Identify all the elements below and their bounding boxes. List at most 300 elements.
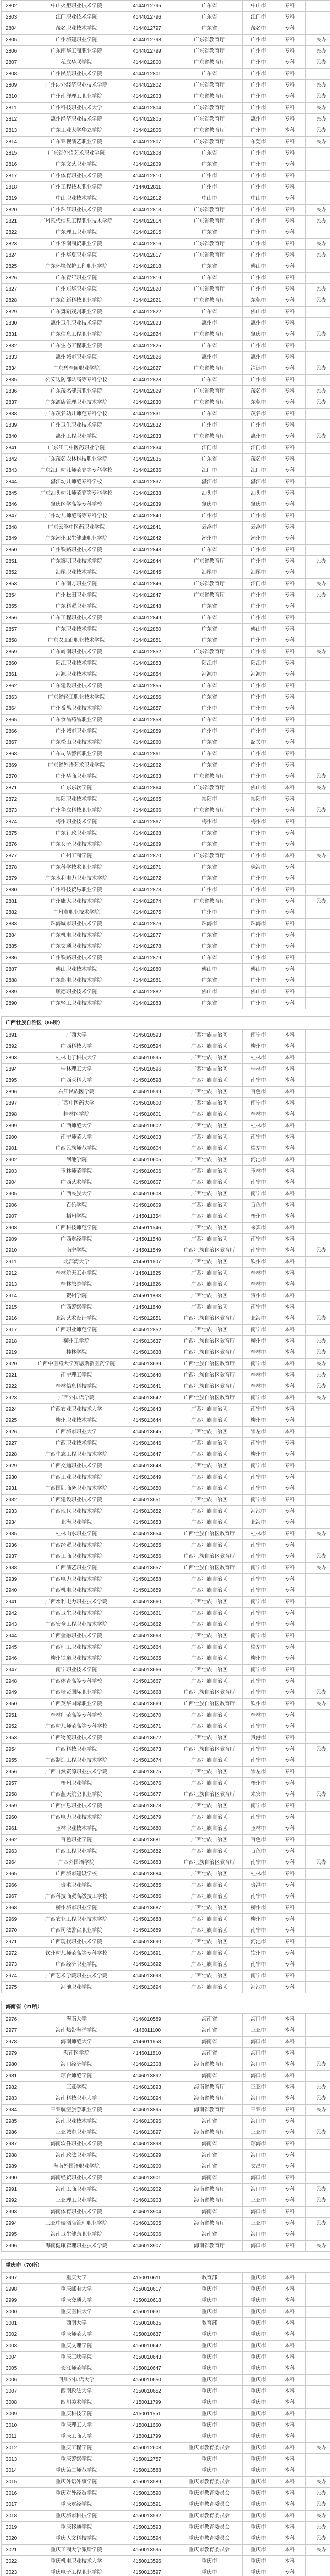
table-row (2, 2207, 330, 2218)
authority: 揭阳市 (176, 794, 243, 805)
remark (306, 2139, 330, 2150)
school-code: 4144012825 (118, 341, 176, 352)
row-number: 2860 (2, 658, 35, 669)
school-code: 4144012836 (118, 465, 176, 477)
table-row (2, 1812, 330, 1823)
school-name: 广东茂名健康职业学院 (35, 386, 118, 397)
row-number: 3018 (2, 2511, 35, 2522)
school-name: 揭阳职业技术学院 (35, 794, 118, 805)
level: 专科 (274, 964, 306, 975)
authority: 海南省教育厅 (176, 2241, 243, 2252)
city: 佛山市 (243, 964, 274, 975)
level: 专科 (274, 159, 306, 171)
city: 广州市 (243, 930, 274, 941)
authority: 广西壮族自治区 (176, 1177, 243, 1189)
city: 南宁市 (243, 1755, 274, 1767)
authority: 广东省 (176, 941, 243, 953)
authority: 云浮市 (176, 522, 243, 533)
authority: 广西壮族自治区 (176, 1132, 243, 1143)
school-code: 4144012826 (118, 352, 176, 363)
school-name: 广东省轻工职业技术学院 (35, 692, 118, 703)
school-code: 4145011838 (118, 1291, 176, 1302)
school-code: 4146013906 (118, 2229, 176, 2241)
school-code: 4144012811 (118, 182, 176, 193)
row-number: 2880 (2, 885, 35, 896)
row-number: 3000 (2, 2307, 35, 2318)
authority: 广西壮族自治区 (176, 1041, 243, 1053)
row-number: 2823 (2, 239, 35, 250)
level: 本科 (274, 2375, 306, 2386)
school-name: 钦州幼儿师范高等专科学校 (35, 1948, 118, 1959)
remark (306, 2341, 330, 2352)
row-number: 2808 (2, 69, 35, 80)
school-name: 广西自然资源职业技术学院 (35, 1767, 118, 1778)
authority: 广东省 (176, 148, 243, 159)
remark (306, 1075, 330, 1087)
row-number: 2829 (2, 307, 35, 318)
table-row (2, 2127, 330, 2139)
level: 专科 (274, 873, 306, 885)
school-code: 4150013591 (118, 2499, 176, 2511)
school-code: 4150010631 (118, 2307, 176, 2318)
table-row (2, 1370, 330, 1381)
authority: 重庆市教育委员会 (176, 2488, 243, 2499)
row-number: 3002 (2, 2329, 35, 2341)
table-row (2, 375, 330, 386)
level: 专科 (274, 1529, 306, 1540)
remark (306, 2465, 330, 2477)
school-name: 佛山职业技术学院 (35, 964, 118, 975)
city: 南宁市 (243, 1483, 274, 1495)
school-name: 广西幼儿师范高等专科学校 (35, 1721, 118, 1733)
row-number: 2838 (2, 409, 35, 420)
level: 本科 (274, 2545, 306, 2556)
level: 专科 (274, 216, 306, 227)
school-code: 4144012872 (118, 873, 176, 885)
school-code: 4145013691 (118, 1948, 176, 1959)
table-row (2, 1506, 330, 1517)
authority: 广东省 (176, 227, 243, 239)
level: 专科 (274, 703, 306, 715)
school-name: 广州东华职业学院 (35, 284, 118, 295)
authority: 广西壮族自治区 (176, 1143, 243, 1155)
school-name: 中山火炬职业技术学院 (35, 1, 118, 12)
remark (306, 669, 330, 681)
city: 广州市 (243, 148, 274, 159)
school-code: 4144012838 (118, 488, 176, 499)
school-name: 百色职业学院 (35, 1835, 118, 1846)
school-name: 广西英华国际职业学院 (35, 1699, 118, 1710)
level: 本科 (274, 2284, 306, 2295)
remark: 民办 (306, 783, 330, 794)
authority: 海南省 (176, 2116, 243, 2127)
school-name: 河源职业技术学院 (35, 669, 118, 681)
city: 崇左市 (243, 1642, 274, 1653)
city: 广州市 (243, 590, 274, 601)
remark (306, 522, 330, 533)
remark (306, 998, 330, 1009)
city: 海口市 (243, 2116, 274, 2127)
remark (306, 613, 330, 624)
row-number: 2889 (2, 987, 35, 998)
table-row (2, 1767, 330, 1778)
authority: 广东省教育厅 (176, 205, 243, 216)
level: 专科 (274, 318, 306, 329)
school-name: 广西民族师范学院 (35, 1143, 118, 1155)
row-number: 2981 (2, 2071, 35, 2082)
city: 南宁市 (243, 1585, 274, 1597)
authority: 广东省 (176, 12, 243, 23)
city: 桂林市 (243, 1268, 274, 1279)
level: 专科 (274, 1937, 306, 1948)
level: 专科 (274, 1, 306, 12)
school-code: 4145010603 (118, 1132, 176, 1143)
city: 广州市 (243, 182, 274, 193)
school-name: 广西财经学院 (35, 1234, 118, 1245)
school-code: 4145012852 (118, 1325, 176, 1336)
row-number: 3019 (2, 2522, 35, 2533)
school-name: 广西民族大学 (35, 1189, 118, 1200)
row-number: 2959 (2, 1801, 35, 1812)
authority: 广西壮族自治区 (176, 1483, 243, 1495)
city: 桂林市 (243, 1529, 274, 1540)
level: 专科 (274, 511, 306, 522)
table-row (2, 715, 330, 726)
city: 海口市 (243, 2059, 274, 2071)
table-row (2, 148, 330, 159)
level: 专科 (274, 669, 306, 681)
city: 广州市 (243, 205, 274, 216)
row-number: 2810 (2, 91, 35, 103)
authority: 重庆市 (176, 2567, 243, 2576)
table-row (2, 2082, 330, 2093)
table-row (2, 46, 330, 57)
school-code: 4145013670 (118, 1710, 176, 1721)
remark (306, 1415, 330, 1427)
school-name: 海南大学 (35, 2014, 118, 2025)
city: 广州市 (243, 556, 274, 567)
school-code: 4146013899 (118, 2150, 176, 2161)
authority: 广州市 (176, 703, 243, 715)
authority: 教育部 (176, 2273, 243, 2284)
row-number: 2936 (2, 1540, 35, 1551)
remark: 民办 (306, 114, 330, 125)
authority: 广西壮族自治区教育厅 (176, 1393, 243, 1404)
row-number: 2807 (2, 57, 35, 69)
school-code: 4144012870 (118, 851, 176, 862)
row-number: 2982 (2, 2082, 35, 2093)
remark (306, 1291, 330, 1302)
level: 本科 (274, 2363, 306, 2375)
school-code: 4145013693 (118, 1971, 176, 1982)
table-row (2, 1041, 330, 1053)
row-number: 2935 (2, 1529, 35, 1540)
level: 专科 (274, 1540, 306, 1551)
level: 本科 (274, 1336, 306, 1347)
remark: 民办 (306, 1699, 330, 1710)
table-row (2, 1959, 330, 1971)
city: 南宁市 (243, 1665, 274, 1676)
school-name: 广州番禺职业技术学院 (35, 703, 118, 715)
table-row (2, 919, 330, 930)
row-number: 2921 (2, 1370, 35, 1381)
authority: 河源市 (176, 669, 243, 681)
row-number: 2805 (2, 35, 35, 46)
remark: 民办 (306, 2443, 330, 2454)
table-row (2, 1925, 330, 1937)
level: 专科 (274, 397, 306, 409)
authority: 广西壮族自治区 (176, 1325, 243, 1336)
level: 本科 (274, 1404, 306, 1415)
city: 柳州市 (243, 1449, 274, 1461)
city: 佛山市 (243, 783, 274, 794)
row-number: 3005 (2, 2363, 35, 2375)
school-name: 广东省外语艺术职业学院 (35, 148, 118, 159)
row-number: 2877 (2, 851, 35, 862)
level: 本科 (274, 2465, 306, 2477)
remark (306, 1087, 330, 1098)
level: 专科 (274, 658, 306, 669)
level: 本科 (274, 1132, 306, 1143)
authority: 广西壮族自治区教育厅 (176, 1687, 243, 1699)
row-number: 2904 (2, 1177, 35, 1189)
school-code: 4144012814 (118, 216, 176, 227)
level: 专科 (274, 454, 306, 465)
school-code: 4144012835 (118, 454, 176, 465)
remark (306, 182, 330, 193)
city: 柳州市 (243, 1041, 274, 1053)
remark (306, 1835, 330, 1846)
city: 江门市 (243, 579, 274, 590)
remark (306, 1053, 330, 1064)
city: 南宁市 (243, 1540, 274, 1551)
authority: 广东省 (176, 409, 243, 420)
school-code: 4144012812 (118, 193, 176, 205)
authority: 广东省教育厅 (176, 80, 243, 91)
table-row (2, 284, 330, 295)
school-code: 4145013654 (118, 1529, 176, 1540)
table-row (2, 2431, 330, 2443)
table-row (2, 159, 330, 171)
table-row (2, 953, 330, 964)
school-name: 桂林学院 (35, 1347, 118, 1359)
level: 本科 (274, 2477, 306, 2488)
authority: 重庆市 (176, 2420, 243, 2431)
row-number: 2894 (2, 1064, 35, 1075)
school-name: 广东建设职业技术学院 (35, 681, 118, 692)
city: 桂林市 (243, 1370, 274, 1381)
table-row (2, 1971, 330, 1982)
row-number: 2827 (2, 284, 35, 295)
school-code: 4150010650 (118, 2375, 176, 2386)
row-number: 2971 (2, 1937, 35, 1948)
authority: 广西壮族自治区 (176, 1665, 243, 1676)
level: 专科 (274, 2127, 306, 2139)
school-code: 4145013689 (118, 1925, 176, 1937)
table-row (2, 57, 330, 69)
table-row (2, 1801, 330, 1812)
city: 广州市 (243, 726, 274, 737)
authority: 广西壮族自治区 (176, 1631, 243, 1642)
table-row (2, 941, 330, 953)
city: 南宁市 (243, 1721, 274, 1733)
row-number: 3011 (2, 2431, 35, 2443)
school-code: 4145011825 (118, 1268, 176, 1279)
row-number: 2974 (2, 1971, 35, 1982)
school-name: 广东科贸职业学院 (35, 601, 118, 613)
authority: 广东省 (176, 545, 243, 556)
remark (306, 69, 330, 80)
level: 专科 (274, 2241, 306, 2252)
school-name: 广州城市职业学院 (35, 726, 118, 737)
table-row (2, 1517, 330, 1529)
authority: 广东省 (176, 760, 243, 771)
school-name: 四川外国语大学 (35, 2375, 118, 2386)
school-name: 广东生态工程职业学院 (35, 341, 118, 352)
remark (306, 1823, 330, 1835)
level: 专科 (274, 556, 306, 567)
school-code: 4145010593 (118, 1030, 176, 1041)
level: 专科 (274, 137, 306, 148)
school-code: 4145010596 (118, 1064, 176, 1075)
authority: 广西壮族自治区教育厅 (176, 1347, 243, 1359)
school-name: 海南健康管理职业技术学院 (35, 2241, 118, 2252)
row-number: 2803 (2, 12, 35, 23)
row-number: 2999 (2, 2295, 35, 2307)
table-row (2, 1721, 330, 1733)
school-name: 广西建设职业技术学院 (35, 1495, 118, 1506)
level: 专科 (274, 1574, 306, 1585)
row-number: 2917 (2, 1325, 35, 1336)
row-number: 2995 (2, 2229, 35, 2241)
row-number: 2872 (2, 794, 35, 805)
city: 南宁市 (243, 1608, 274, 1619)
row-number: 2963 (2, 1846, 35, 1857)
authority: 重庆市教育委员会 (176, 2443, 243, 2454)
level: 专科 (274, 409, 306, 420)
level: 专科 (274, 862, 306, 873)
authority: 广东省教育厅 (176, 556, 243, 567)
level: 专科 (274, 987, 306, 998)
city: 南宁市 (243, 1472, 274, 1483)
school-code: 4145010602 (118, 1121, 176, 1132)
table-row (2, 2363, 330, 2375)
table-row (2, 669, 330, 681)
authority: 广东省教育厅 (176, 386, 243, 397)
city: 珠海市 (243, 919, 274, 930)
table-row (2, 1585, 330, 1597)
school-code: 4145013675 (118, 1767, 176, 1778)
school-name: 广东黎明职业技术学院 (35, 556, 118, 567)
remark (306, 1472, 330, 1483)
school-name: 广东信息工程职业学院 (35, 329, 118, 341)
level: 专科 (274, 590, 306, 601)
level: 专科 (274, 1891, 306, 1903)
school-code: 4146013895 (118, 2105, 176, 2116)
school-name: 重庆电子工程职业学院 (35, 2567, 118, 2576)
city: 桂林市 (243, 1381, 274, 1393)
remark (306, 23, 330, 35)
school-code: 4145013658 (118, 1574, 176, 1585)
table-row (2, 964, 330, 975)
school-name: 桂林信息科技学院 (35, 1381, 118, 1393)
row-number: 2853 (2, 579, 35, 590)
remark (306, 2454, 330, 2465)
authority: 广西壮族自治区 (176, 1733, 243, 1744)
city: 佛山市 (243, 624, 274, 635)
city: 肇庆市 (243, 499, 274, 511)
city: 广州市 (243, 159, 274, 171)
city: 广州市 (243, 613, 274, 624)
table-row (2, 703, 330, 715)
school-name: 惠州经济职业技术学院 (35, 114, 118, 125)
level: 专科 (274, 284, 306, 295)
school-name: 重庆财经学院 (35, 2499, 118, 2511)
level: 专科 (274, 375, 306, 386)
school-name: 广东茂名农林科技职业学院 (35, 454, 118, 465)
school-name: 湛江幼儿师范专科学校 (35, 477, 118, 488)
school-code: 4144012840 (118, 511, 176, 522)
level: 本科 (274, 2082, 306, 2093)
row-number: 2956 (2, 1767, 35, 1778)
level: 专科 (274, 771, 306, 783)
row-number: 2874 (2, 817, 35, 828)
table-row (2, 1359, 330, 1370)
row-number: 2850 (2, 545, 35, 556)
school-code: 4145013668 (118, 1687, 176, 1699)
level: 专科 (274, 1563, 306, 1574)
table-row (2, 601, 330, 613)
level: 本科 (274, 1347, 306, 1359)
school-code: 4144012874 (118, 896, 176, 907)
city: 桂林市 (243, 1279, 274, 1291)
level: 本科 (274, 2454, 306, 2465)
school-code: 4146011810 (118, 2048, 176, 2059)
row-number: 2843 (2, 465, 35, 477)
table-row (2, 1381, 330, 1393)
school-code: 4144012831 (118, 409, 176, 420)
level: 本科 (274, 2048, 306, 2059)
remark (306, 2150, 330, 2161)
city: 江门市 (243, 12, 274, 23)
remark (306, 409, 330, 420)
school-code: 4144012854 (118, 669, 176, 681)
remark (306, 2556, 330, 2567)
level: 专科 (274, 227, 306, 239)
school-name: 广州松田职业学院 (35, 590, 118, 601)
authority: 广西壮族自治区 (176, 1053, 243, 1064)
remark (306, 692, 330, 703)
school-code: 4144012848 (118, 601, 176, 613)
row-number: 2943 (2, 1619, 35, 1631)
table-row (2, 1948, 330, 1959)
remark (306, 873, 330, 885)
remark (306, 1438, 330, 1449)
table-row (2, 1098, 330, 1109)
row-number: 2965 (2, 1869, 35, 1880)
table-row (2, 2150, 330, 2161)
authority: 广西壮族自治区 (176, 1823, 243, 1835)
school-code: 4144012824 (118, 329, 176, 341)
row-number: 2887 (2, 964, 35, 975)
remark (306, 341, 330, 352)
school-name: 广西医科大学 (35, 1075, 118, 1087)
level: 专科 (274, 2173, 306, 2184)
city: 重庆市 (243, 2307, 274, 2318)
row-number: 2835 (2, 375, 35, 386)
remark: 民办 (306, 35, 330, 46)
school-name: 西南政法大学 (35, 2386, 118, 2397)
